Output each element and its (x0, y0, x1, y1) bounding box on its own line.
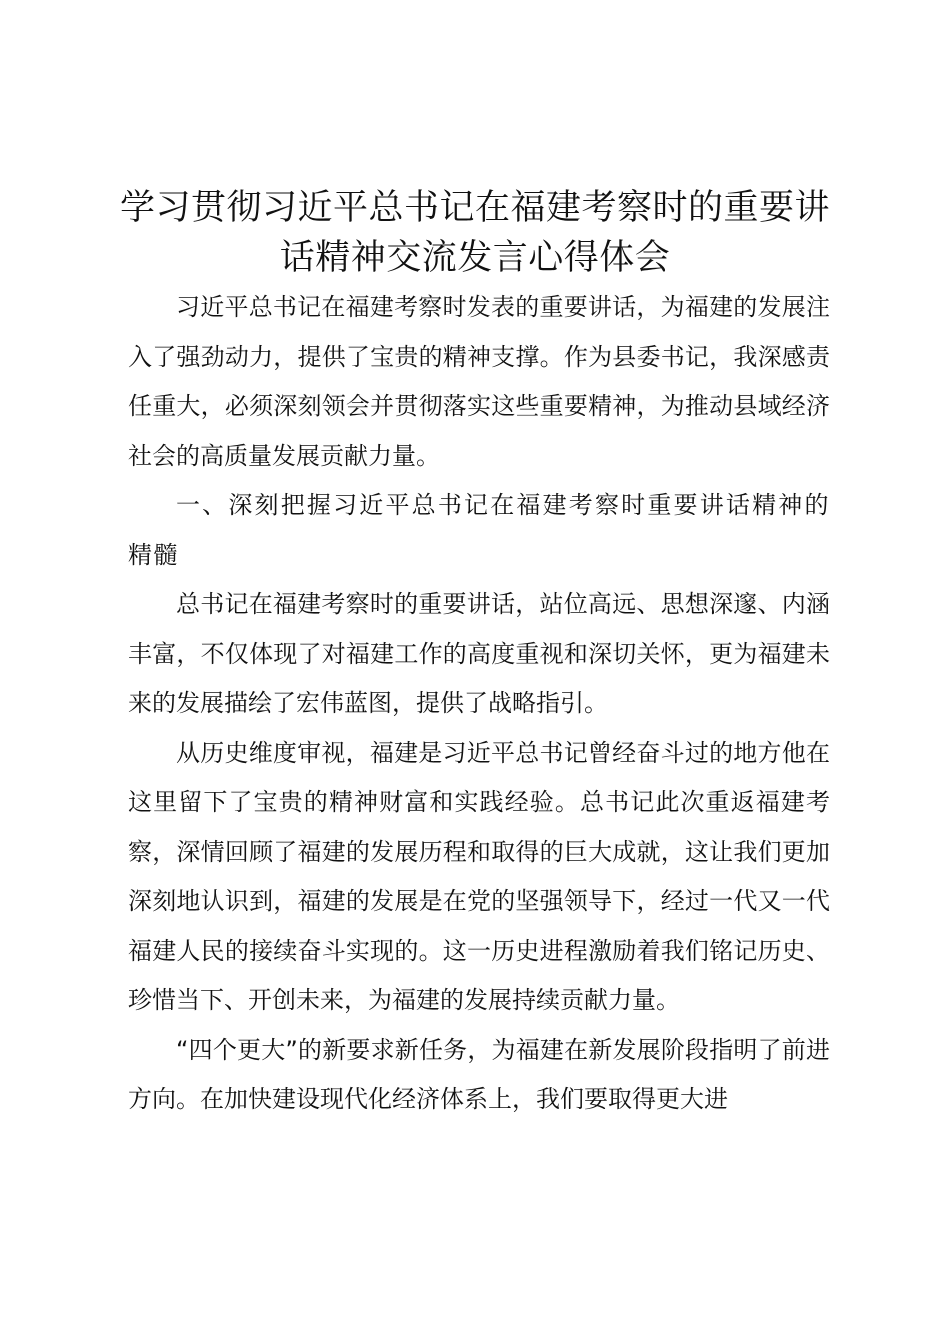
paragraph-four-greater: “四个更大”的新要求新任务，为福建在新发展阶段指明了前进方向。在加快建设现代化经济体系上，我们要取得更大进 (128, 1035, 830, 1113)
paragraph-speech-overview: 总书记在福建考察时的重要讲话，站位高远、思想深邃、内涵丰富，不仅体现了对福建工作的高度重视和深切关怀，更为福建未来的发展描绘了宏伟蓝图，提供了战略指引。 (128, 590, 830, 717)
paragraph-intro: 习近平总书记在福建考察时发表的重要讲话，为福建的发展注入了强劲动力，提供了宝贵的精神支撑。作为县委书记，我深感责任重大，必须深刻领会并贯彻落实这些重要精神，为推动县域经济社会的高质量发展贡献力量。 (128, 293, 830, 470)
paragraph-history: 从历史维度审视，福建是习近平总书记曾经奋斗过的地方他在这里留下了宝贵的精神财富和实践经验。总书记此次重返福建考察，深情回顾了福建的发展历程和取得的巨大成就，这让我们更加深刻地认识到，福建的发展是在党的坚强领导下，经过一代又一代福建人民的接续奋斗实现的。这一历史进程激励着我们铭记历史、珍惜当下、开创未来，为福建的发展持续贡献力量。 (128, 738, 830, 1014)
document-body (128, 283, 830, 1125)
document-title: 学习贯彻习近平总书记在福建考察时的重要讲话精神交流发言心得体会 (119, 188, 830, 278)
section-heading-1: 一、深刻把握习近平总书记在福建考察时重要讲话精神的精髓 (128, 491, 830, 569)
